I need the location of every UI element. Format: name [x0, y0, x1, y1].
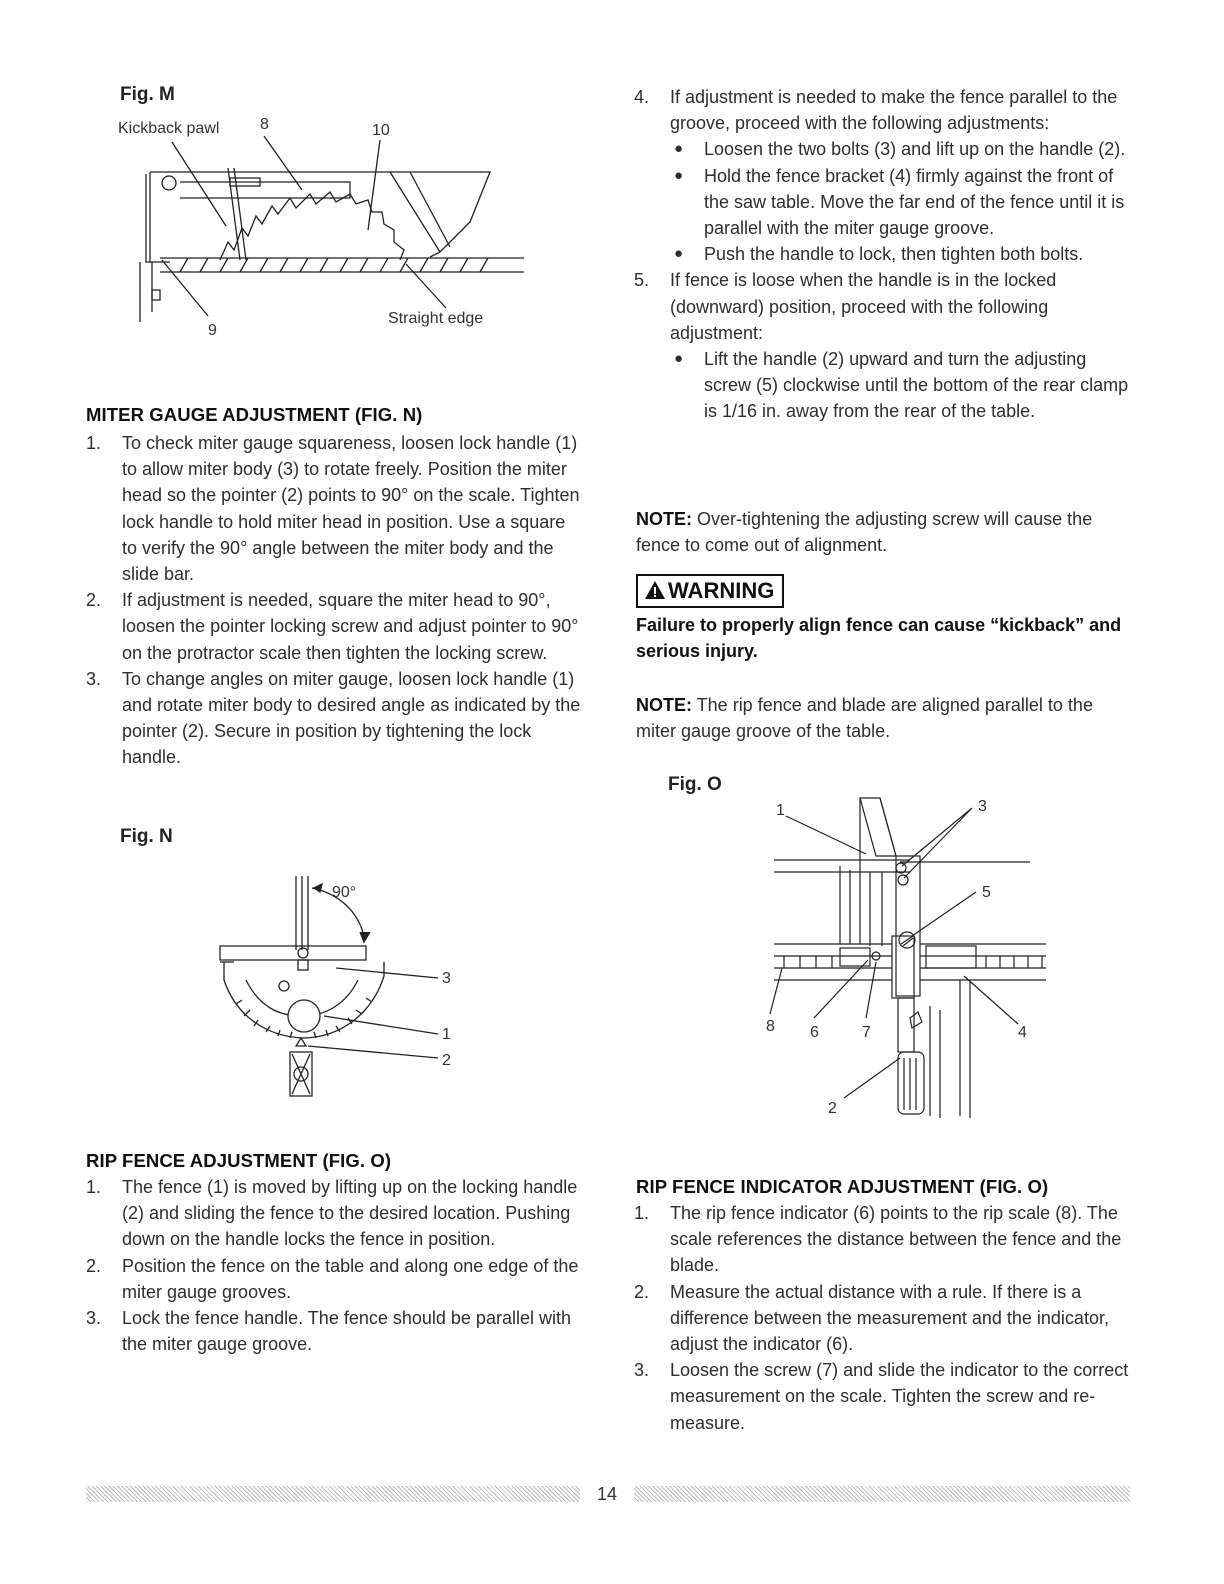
- step-text: The rip fence indicator (6) points to the rip scale (8). The scale references the distance between the fence and the blade.: [670, 1203, 1122, 1276]
- warning-label: WARNING: [668, 578, 775, 603]
- fig-n-drawing: [216, 876, 446, 1106]
- list-item: [634, 1200, 1134, 1279]
- list-item: [634, 84, 1134, 267]
- step5-bullets: [670, 346, 1134, 425]
- fig-o-callout-5: 5: [982, 884, 991, 901]
- step-number: 5.: [634, 270, 650, 291]
- fig-o-label: Fig. O: [668, 774, 722, 795]
- list-item: [634, 267, 1134, 424]
- list-item: [86, 430, 582, 587]
- bullet-item: [670, 241, 1134, 267]
- step-text: The fence (1) is moved by lifting up on the locking handle (2) and sliding the fence to the desired location. Pushing down on the handle locks the fence in position.: [122, 1177, 578, 1250]
- fig-m-label: Fig. M: [120, 84, 175, 105]
- step-number: 3.: [86, 1308, 102, 1329]
- fig-o-diagram: [760, 796, 1060, 1126]
- step-text: Loosen the screw (7) and slide the indicator to the correct measurement on the scale. Tighten the screw and re-measure.: [670, 1360, 1129, 1433]
- fig-o-callout-7: 7: [862, 1024, 871, 1041]
- step-number: 4.: [634, 87, 650, 107]
- list-item: [86, 587, 582, 666]
- bullet-dot: ●: [674, 140, 684, 158]
- list-item: [634, 1357, 1134, 1436]
- page-number: 14: [597, 1484, 618, 1504]
- fig-o-callout-2: 2: [828, 1100, 837, 1117]
- fig-m-callout-kickback-pawl: Kickback pawl: [118, 120, 220, 137]
- bullet-item: [670, 346, 1134, 425]
- bullet-dot: ●: [674, 166, 684, 184]
- list-item: [86, 1174, 582, 1253]
- warning-triangle-icon: [644, 580, 666, 600]
- fig-m-callout-8: 8: [260, 116, 269, 133]
- fig-n-callout-3: 3: [442, 970, 451, 987]
- bullet-dot: ●: [674, 245, 684, 263]
- footer-pattern-left: [86, 1486, 580, 1502]
- rip-fence-heading: RIP FENCE ADJUSTMENT (FIG. O): [86, 1150, 392, 1171]
- fig-o-callout-8: 8: [766, 1018, 775, 1035]
- step-number: 1.: [634, 1203, 650, 1223]
- fence-adjust-steps: [634, 84, 1134, 425]
- step-number: 2.: [86, 590, 102, 611]
- step-number: 3.: [634, 1360, 650, 1381]
- note-overtightening: [636, 506, 1132, 558]
- warning-box: [636, 574, 784, 608]
- footer-pattern-right: [634, 1486, 1130, 1502]
- note-label: NOTE:: [636, 509, 692, 529]
- step-number: 1.: [86, 433, 102, 453]
- miter-gauge-heading: MITER GAUGE ADJUSTMENT (FIG. N): [86, 404, 423, 425]
- rip-indicator-steps: [634, 1200, 1134, 1436]
- list-item: [86, 1253, 582, 1305]
- step-number: 2.: [86, 1255, 102, 1276]
- step-text: To change angles on miter gauge, loosen lock handle (1) and rotate miter body to desired angle as indicated by the pointer (2). Secure in position by tightening the lock handle.: [122, 668, 581, 768]
- step-text: If fence is loose when the handle is in the locked (downward) position, proceed with the following adjustment:: [670, 270, 1057, 343]
- bullet-text: Hold the fence bracket (4) firmly against the front of the saw table. Move the far end of the fence until it is parallel with the miter gauge groove.: [704, 165, 1125, 239]
- fig-o-callout-3: 3: [978, 798, 987, 815]
- fig-n-angle-label: 90°: [332, 884, 357, 901]
- bullet-item: [670, 163, 1134, 242]
- step-number: 2.: [634, 1281, 650, 1302]
- list-item: [86, 1305, 582, 1357]
- note-text: The rip fence and blade are aligned parallel to the miter gauge groove of the table.: [636, 695, 1093, 742]
- list-item: [86, 666, 582, 771]
- rip-fence-steps: [86, 1174, 582, 1357]
- step4-bullets: [670, 136, 1134, 267]
- list-item: [634, 1279, 1134, 1358]
- fig-m-callout-9: 9: [208, 322, 217, 339]
- miter-gauge-steps: [86, 430, 582, 771]
- bullet-text: Loosen the two bolts (3) and lift up on the handle (2).: [704, 139, 1126, 160]
- fig-n-diagram: [216, 876, 476, 1106]
- fig-m-diagram: [110, 112, 530, 352]
- fig-n-callout-1: 1: [442, 1026, 451, 1043]
- fig-m-callout-10: 10: [372, 122, 390, 139]
- step-text: Measure the actual distance with a rule. If there is a difference between the measurement and the indicator, adjust the indicator (6).: [670, 1281, 1109, 1355]
- warning-header: [636, 574, 784, 608]
- step-text: If adjustment is needed, square the miter head to 90°, loosen the pointer locking screw and adjust pointer to 90° on the protractor scale then tighten the locking screw.: [122, 590, 579, 663]
- rip-indicator-heading: RIP FENCE INDICATOR ADJUSTMENT (FIG. O): [636, 1176, 1049, 1197]
- fig-o-callout-1: 1: [776, 802, 785, 819]
- step-text: Lock the fence handle. The fence should be parallel with the miter gauge groove.: [122, 1308, 571, 1355]
- bullet-item: [670, 136, 1134, 162]
- fig-n-callout-2: 2: [442, 1052, 451, 1069]
- bullet-text: Lift the handle (2) upward and turn the adjusting screw (5) clockwise until the bottom of the rear clamp is 1/16 in. away from the rear of the table.: [704, 349, 1129, 422]
- step-text: Position the fence on the table and along one edge of the miter gauge grooves.: [122, 1255, 579, 1302]
- note-alignment: [636, 692, 1132, 744]
- fig-o-callout-4: 4: [1018, 1024, 1027, 1041]
- step-text: To check miter gauge squareness, loosen lock handle (1) to allow miter body (3) to rotate freely. Position the miter head so the pointer (2) points to 90° on the scale. Tighten lock handle to hold miter head in position. Use a square to verify the 90° angle between the miter body and the slide bar.: [122, 433, 580, 585]
- bullet-text: Push the handle to lock, then tighten both bolts.: [704, 244, 1084, 265]
- fig-n-label: Fig. N: [120, 826, 173, 847]
- fig-m-callout-straight-edge: Straight edge: [388, 310, 484, 327]
- bullet-dot: ●: [674, 350, 684, 368]
- note-label: NOTE:: [636, 695, 692, 715]
- warning-text: Failure to properly align fence can cause “kickback” and serious injury.: [636, 615, 1122, 661]
- fig-o-drawing: [760, 796, 1060, 1126]
- fig-o-callout-6: 6: [810, 1024, 819, 1041]
- fig-m-drawing: [110, 112, 530, 352]
- step-number: 3.: [86, 668, 102, 689]
- step-text: If adjustment is needed to make the fence parallel to the groove, proceed with the following adjustments:: [670, 87, 1118, 134]
- step-number: 1.: [86, 1177, 102, 1197]
- note-text: Over-tightening the adjusting screw will cause the fence to come out of alignment.: [636, 509, 1093, 556]
